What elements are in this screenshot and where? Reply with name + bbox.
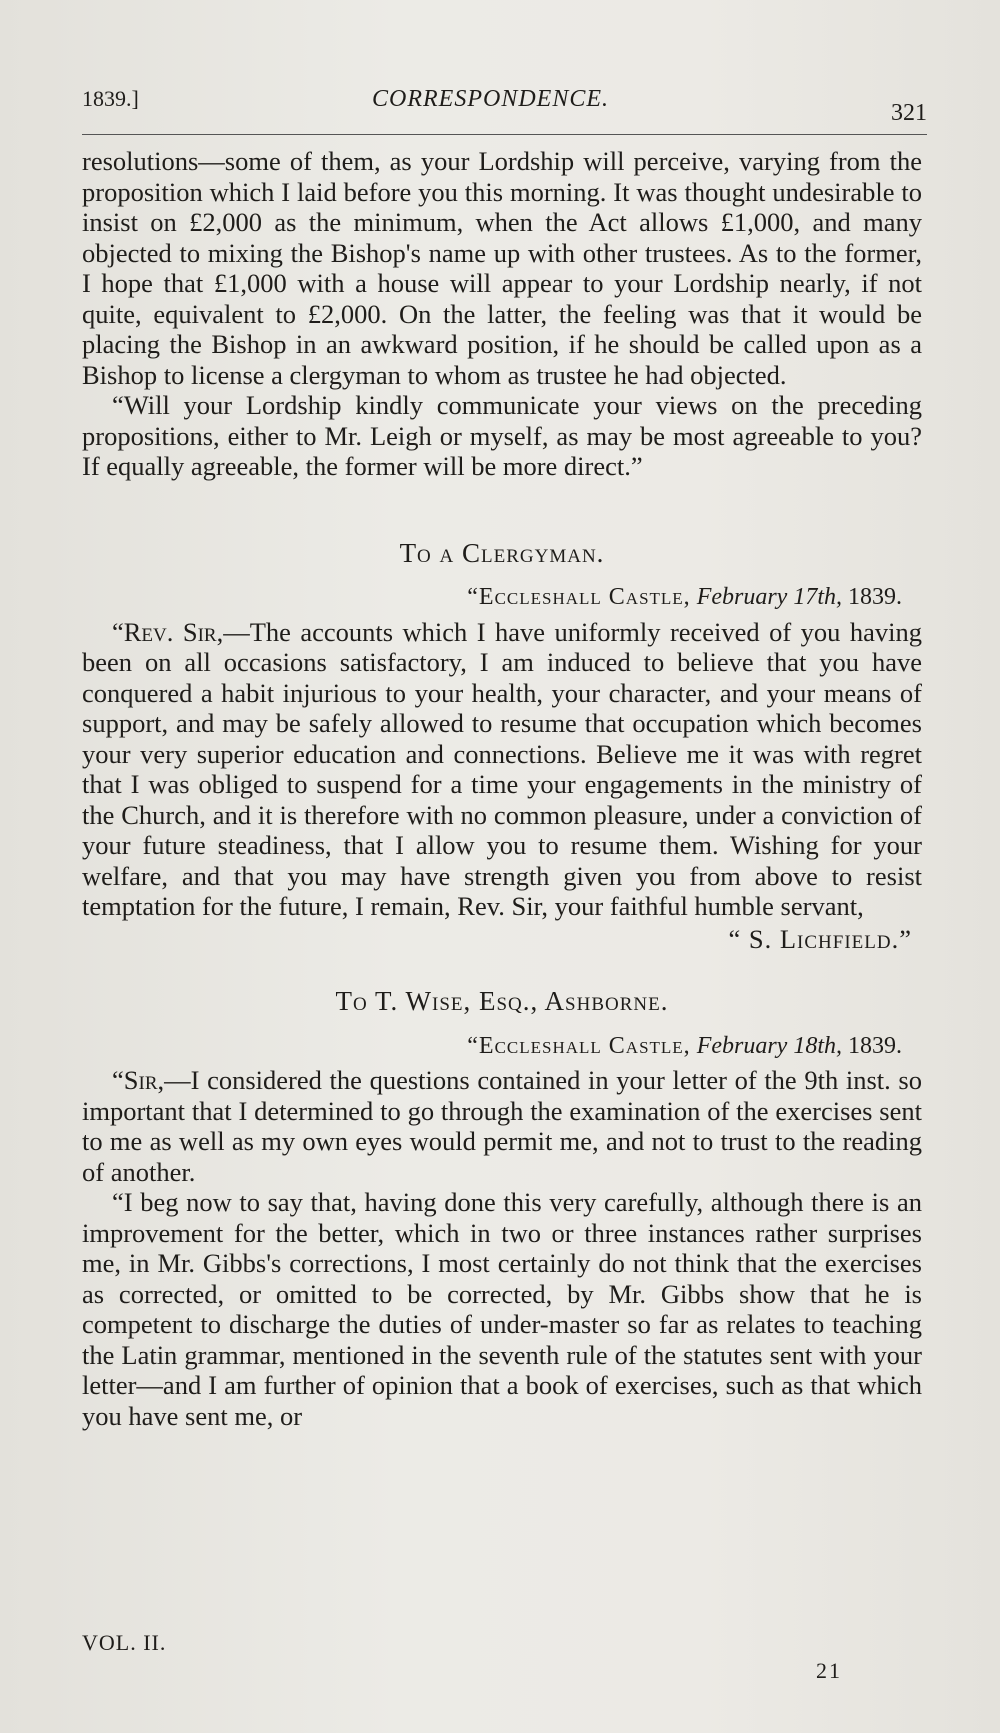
running-header <box>82 72 927 132</box>
dateline-wise <box>82 1031 902 1062</box>
dateline-year: 1839. <box>848 584 902 610</box>
salutation: “Rev. Sir, <box>112 616 224 647</box>
dateline-place: “Eccleshall Castle, <box>467 1032 691 1059</box>
header-title: CORRESPONDENCE. <box>372 86 609 112</box>
dateline-year: 1839. <box>848 1032 902 1059</box>
letter-body-clergyman <box>82 617 922 922</box>
signature-mark: 21 <box>816 1658 842 1683</box>
dateline-date: February 18th, <box>696 1032 842 1059</box>
page-number: 321 <box>891 100 927 126</box>
letter-paragraph-wise-2: “I beg now to say that, having done this very carefully, although there is an improvement for the better, which in two or three instances rather surprises me, in Mr. Gibbs's corrections, I most certainly do not think that the exercises as corrected, or omitted to be corrected, by Mr. Gibbs show that he is competent to discharge the duties of under-master so far as relates to teaching the Latin grammar, mentioned in the seventh rule of the statutes sent with your letter—and I am further of opinion that a book of exercises, such as that which you have sent me, or <box>82 1187 922 1431</box>
page-footer <box>82 1630 842 1683</box>
dateline-date: February 17th, <box>696 584 842 610</box>
signature: “ S. Lichfield.” <box>728 923 912 954</box>
letter-body-wise <box>82 1065 922 1187</box>
header-rule <box>82 134 927 135</box>
letter-text: —I considered the questions contained in your letter of the 9th inst. so important that I determined to go through the examination of the exercises sent to me as well as my own eyes would permit me, and not to trust to the reading of another. <box>82 1065 922 1187</box>
volume-label: VOL. II. <box>82 1630 167 1655</box>
letter-closing-paragraph: “Will your Lordship kindly communicate your views on the preceding propositions, either to Mr. Leigh or myself, as may be most agreeable to you? If equally agreeable, the former will be more direct.” <box>82 390 922 481</box>
page-body <box>82 146 922 1431</box>
header-year: 1839.] <box>82 86 139 111</box>
dateline-clergyman <box>82 582 902 613</box>
letter-text: —The accounts which I have uniformly received of you having been on all occasions satisfactory, I am induced to believe that you have conquered a habit injurious to your health, your character, and your means of support, and may be safely allowed to resume that occupation which becomes your very superior education and connections. Believe me it was with regret that I was obliged to suspend for a time your engagements in the ministry of the Church, and it is therefore with no common pleasure, under a conviction of your future steadiness, that I allow you to resume them. Wishing for your welfare, and that you may have strength given you from above to resist temptation for the future, I remain, Rev. Sir, your faithful humble servant, <box>82 616 922 921</box>
dateline-place: “Eccleshall Castle, <box>467 584 691 610</box>
salutation: “Sir, <box>112 1065 165 1095</box>
letter-continuation-paragraph: resolutions—some of them, as your Lordship will perceive, varying from the proposition which I laid before you this morning. It was thought undesirable to insist on £2,000 as the minimum, when the Act allows £1,000, and many objected to mixing the Bishop's name up with other trustees. As to the former, I hope that £1,000 with a house will appear to your Lordship nearly, if not quite, equivalent to £2,000. On the latter, the feeling was that it would be placing the Bishop in an awkward position, if he should be called upon as a Bishop to license a clergyman to whom as trustee he had objected. <box>82 146 922 390</box>
letter-heading-clergyman: To a Clergyman. <box>399 537 605 568</box>
letter-heading-wise: To T. Wise, Esq., Ashborne. <box>335 986 669 1016</box>
